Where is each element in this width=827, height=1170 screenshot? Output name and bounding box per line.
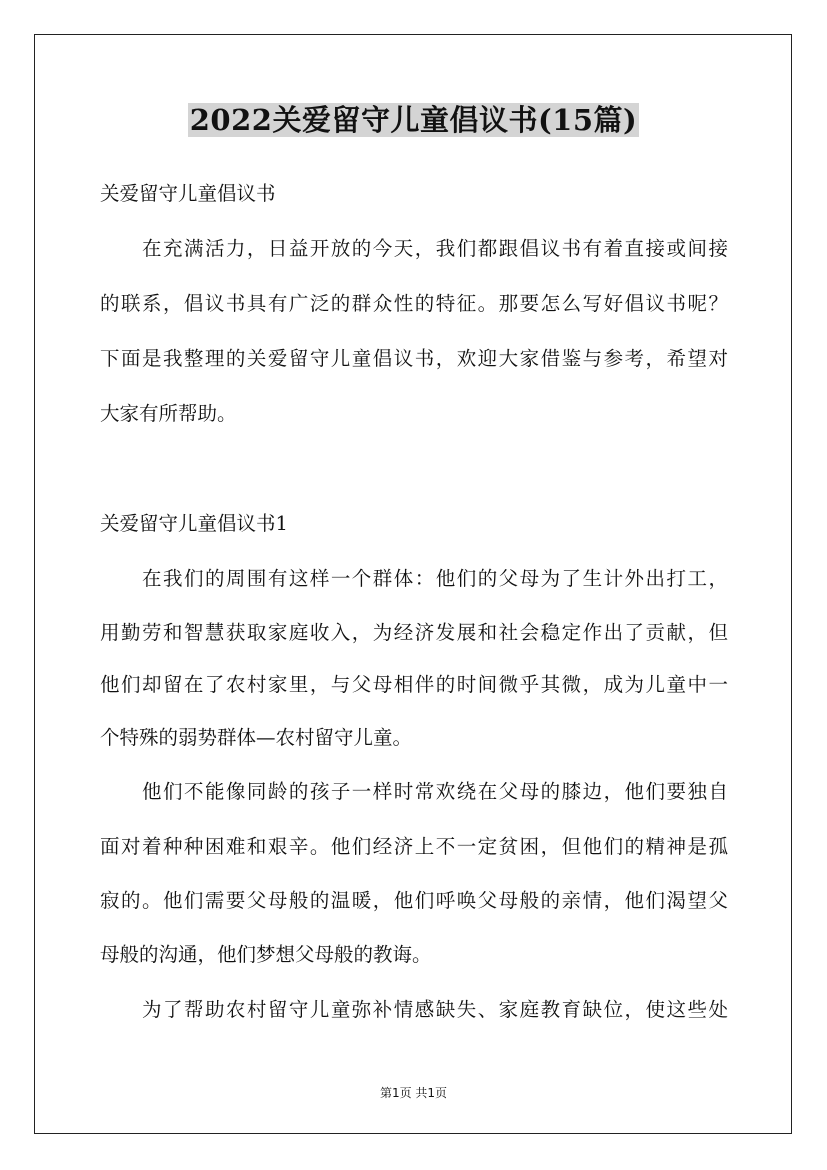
intro-line: 大家有所帮助。 [100,402,237,425]
page-footer: 第1页 共1页 [379,1086,448,1100]
intro-line: 的联系，倡议书具有广泛的群众性的特征。那要怎么写好倡议书呢？ [100,292,728,315]
paragraph1-line: 用勤劳和智慧获取家庭收入，为经济发展和社会稳定作出了贡献，但 [100,621,728,644]
paragraph2-line: 他们不能像同龄的孩子一样时常欢绕在父母的膝边，他们要独自 [142,780,728,803]
intro-heading: 关爱留守儿童倡议书 [100,182,276,205]
paragraph1-line: 在我们的周围有这样一个群体：他们的父母为了生计外出打工， [142,567,728,590]
paragraph2-line: 母般的沟通，他们梦想父母般的教诲。 [100,943,432,966]
document-title-text: 2022关爱留守儿童倡议书(15篇) [189,103,638,137]
paragraph2-line: 面对着种种困难和艰辛。他们经济上不一定贫困，但他们的精神是孤 [100,835,728,858]
intro-line: 下面是我整理的关爱留守儿童倡议书，欢迎大家借鉴与参考，希望对 [100,347,728,370]
document-title [0,100,827,140]
paragraph1-line: 个特殊的弱势群体—农村留守儿童。 [100,726,413,749]
paragraph1-line: 他们却留在了农村家里，与父母相伴的时间微乎其微，成为儿童中一 [100,673,728,696]
intro-line: 在充满活力，日益开放的今天，我们都跟倡议书有着直接或间接 [142,237,728,260]
section1-heading: 关爱留守儿童倡议书1 [100,512,288,535]
paragraph3-line: 为了帮助农村留守儿童弥补情感缺失、家庭教育缺位，使这些处 [142,998,728,1021]
paragraph2-line: 寂的。他们需要父母般的温暖，他们呼唤父母般的亲情，他们渴望父 [100,889,728,912]
